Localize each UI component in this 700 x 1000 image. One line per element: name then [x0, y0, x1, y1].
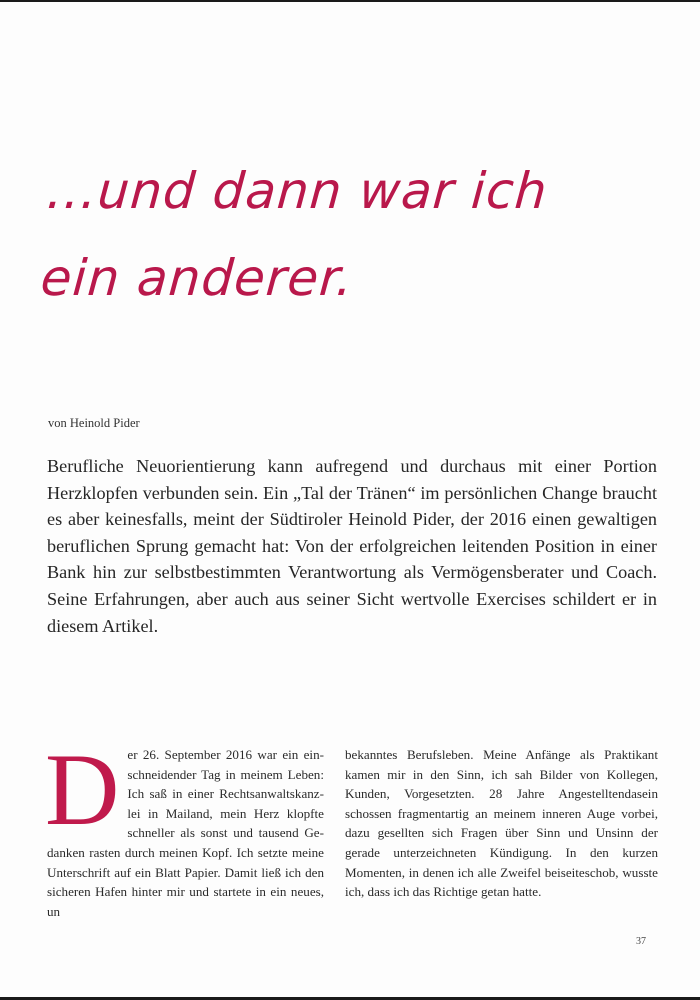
- body-text-left: er 26. September 2016 war ein einschneidender Tag in meinem Leben: Ich saß in einer Rechtsanwaltskanzlei in Mailand, mein Herz klopfte schneller als sonst und tausend Gedanken rasten durch meinen Kopf. Ich setzte meine Unterschrift auf ein Blatt Papier. Damit ließ ich den sicheren Hafen hinter mir und startete in ein neues, un: [47, 747, 324, 919]
- author-byline: von Heinold Pider: [48, 416, 140, 430]
- body-columns: [45, 733, 658, 921]
- title-line-2: ein anderer.: [38, 249, 356, 307]
- page-number: 37: [636, 936, 646, 947]
- body-text-right: bekanntes Berufsleben. Meine Anfänge als Praktikant kamen mir in den Sinn, ich sah Bilder von Kollegen, Kunden, Vorgesetzten. 28 Jahre Angestelltendasein schossen fragmentartig an meinem inneren Auge vorbei, dazu gesellten sich Fragen über Sinn und Unsinn der gerade unterzeichneten Kündigung. In den kurzen Momenten, in denen ich alle Zweifel beiseiteschob, wusste ich, dass ich das Richtige getan hatte.: [345, 747, 658, 900]
- article-title: [38, 148, 670, 322]
- scan-edge-top: [0, 0, 700, 2]
- title-line-1: ...und dann war ich: [45, 162, 550, 220]
- body-column-left: [45, 733, 324, 921]
- body-column-right: [345, 745, 658, 921]
- intro-paragraph: Berufliche Neuorientierung kann aufregend und durchaus mit einer Portion Herzklopfen verbunden sein. Ein „Tal der Tränen“ im persönlichen Change braucht es aber keinesfalls, meint der Südtiroler Heinold Pider, der 2016 einen gewaltigen beruflichen Sprung gemacht hat: Von der erfolgreichen leitenden Position in einer Bank hin zur selbstbestimmten Verantwortung als Vermögensberater und Coach. Seine Erfahrungen, aber auch aus seiner Sicht wertvolle Exercises schildert er in diesem Artikel.: [47, 456, 657, 636]
- drop-cap: D: [45, 733, 120, 847]
